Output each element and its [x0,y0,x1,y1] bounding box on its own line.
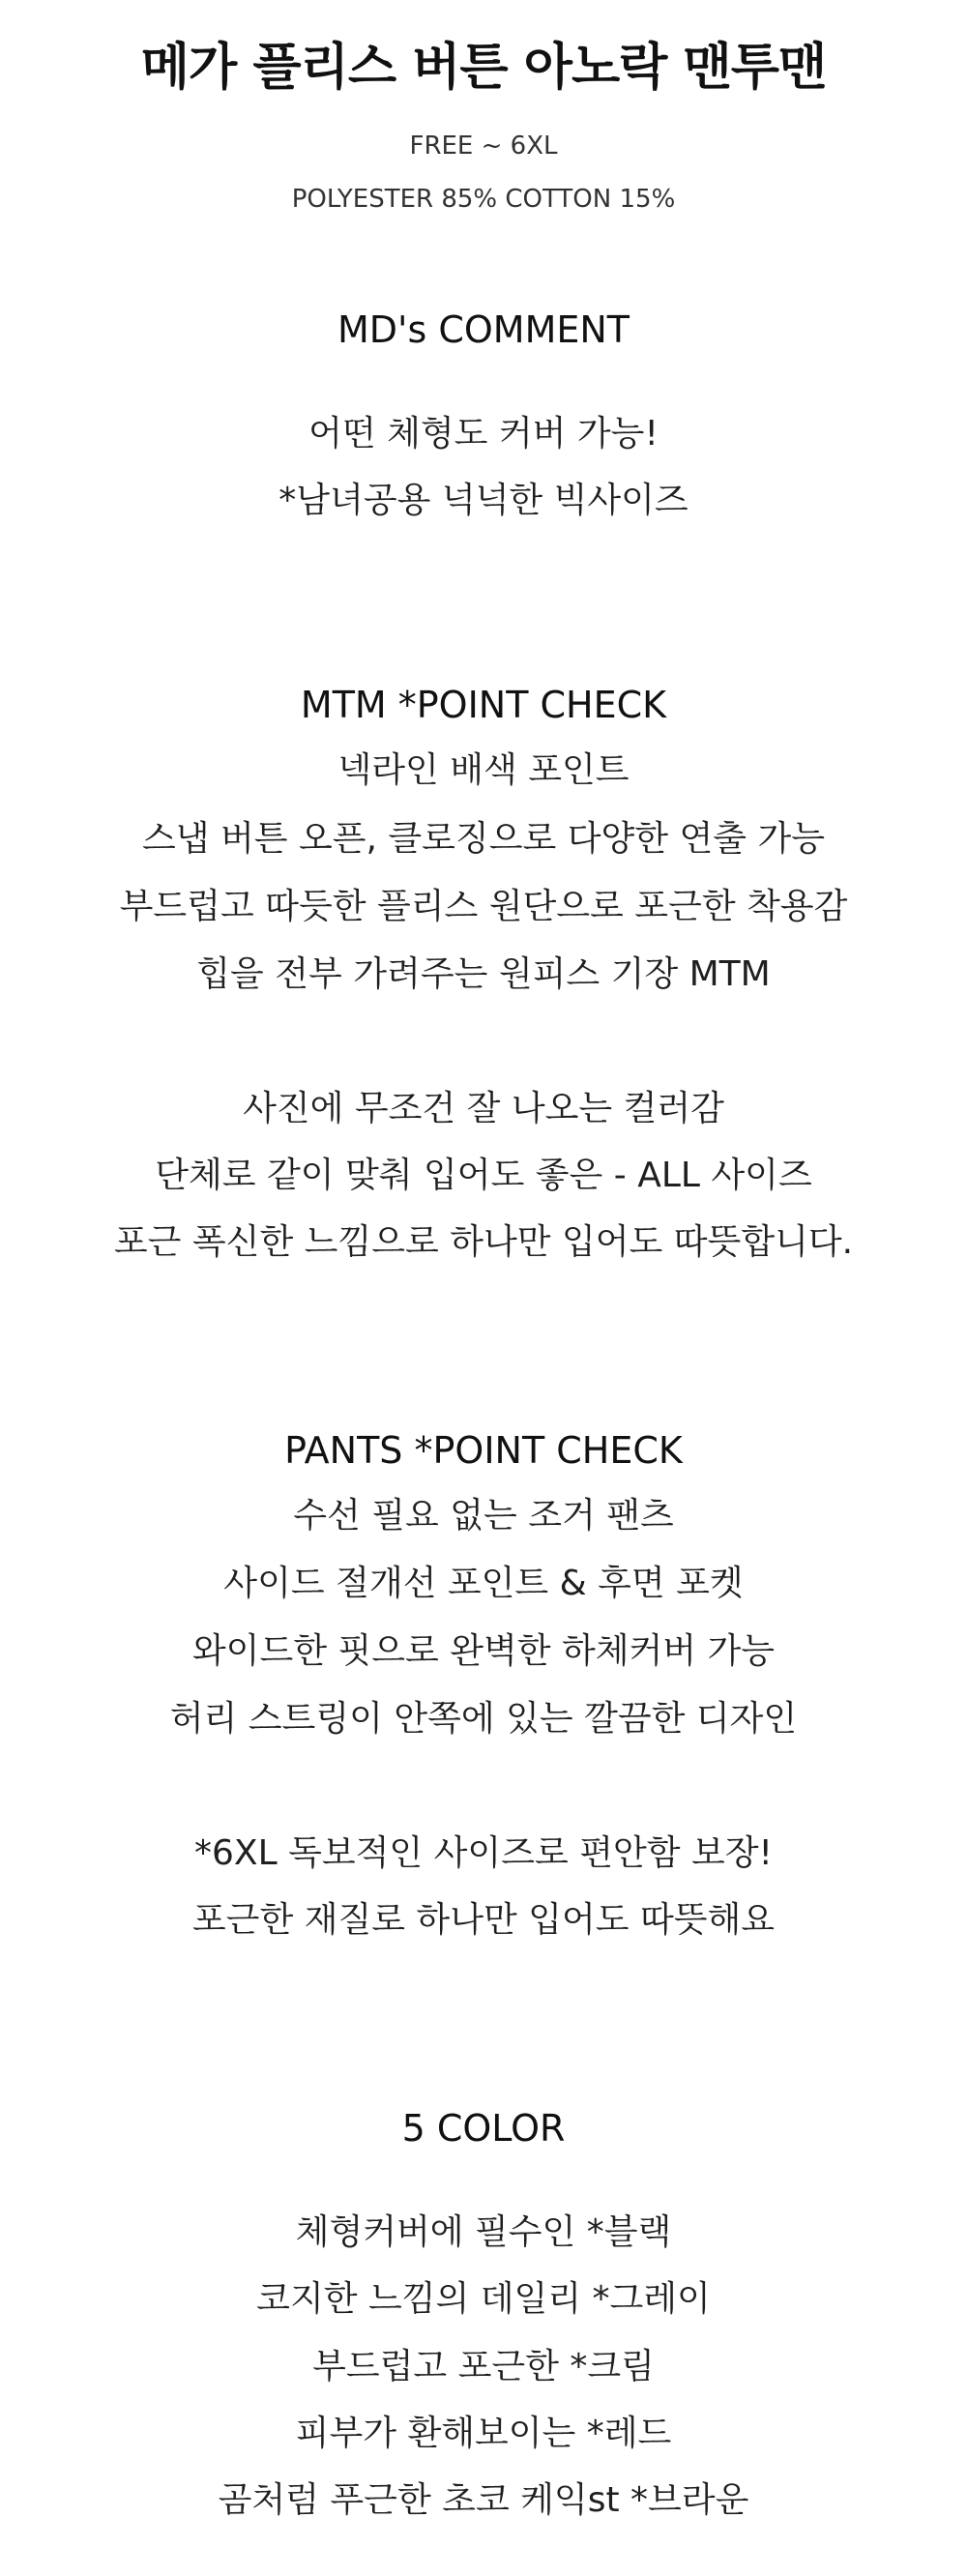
pants-check-line: 허리 스트링이 안쪽에 있는 깔끔한 디자인 [169,1699,798,1739]
md-comment-line: *남녀공용 넉넉한 빅사이즈 [278,481,689,520]
color-heading: 5 COLOR [401,2107,566,2150]
color-line: 피부가 환해보이는 *레드 [295,2414,672,2453]
color-line: 체형커버에 필수인 *블랙 [295,2212,672,2252]
spec-size: FREE ~ 6XL [409,132,558,161]
color-line: 코지한 느낌의 데일리 *그레이 [256,2279,711,2319]
pants-check-line: 사이드 절개선 포인트 & 후면 포켓 [223,1564,744,1603]
mtm-check-heading: MTM *POINT CHECK [300,684,667,726]
color-line: 곰처럼 푸근한 초코 케익st *브라운 [218,2480,749,2520]
mtm-extra-line: 사진에 무조건 잘 나오는 컬러감 [243,1089,724,1128]
spec-material: POLYESTER 85% COTTON 15% [291,185,676,214]
pants-check-heading: PANTS *POINT CHECK [284,1429,683,1472]
mtm-check-line: 넥라인 배색 포인트 [337,750,630,790]
pants-extra-line: *6XL 독보적인 사이즈로 편안함 보장! [194,1833,773,1873]
md-comment-line: 어떤 체형도 커버 가능! [308,414,659,454]
pants-extra-line: 포근한 재질로 하나만 입어도 따뜻해요 [191,1900,776,1940]
page-title: 메가 플리스 버튼 아노락 맨투맨 [140,39,827,97]
mtm-check-line: 힙을 전부 가려주는 원피스 기장 MTM [196,954,771,994]
pants-check-line: 와이드한 핏으로 완벽한 하체커버 가능 [191,1631,776,1671]
md-comment-heading: MD's COMMENT [337,308,630,351]
mtm-check-line: 스냅 버튼 오픈, 클로징으로 다양한 연출 가능 [141,819,826,859]
mtm-extra-line: 포근 폭신한 느낌으로 하나만 입어도 따뜻합니다. [113,1222,854,1262]
mtm-check-line: 부드럽고 따듯한 플리스 원단으로 포근한 착용감 [119,887,848,926]
mtm-extra-line: 단체로 같이 맞춰 입어도 좋은 - ALL 사이즈 [155,1156,812,1195]
color-line: 부드럽고 포근한 *크림 [312,2347,655,2386]
pants-check-line: 수선 필요 없는 조거 팬츠 [293,1496,674,1536]
